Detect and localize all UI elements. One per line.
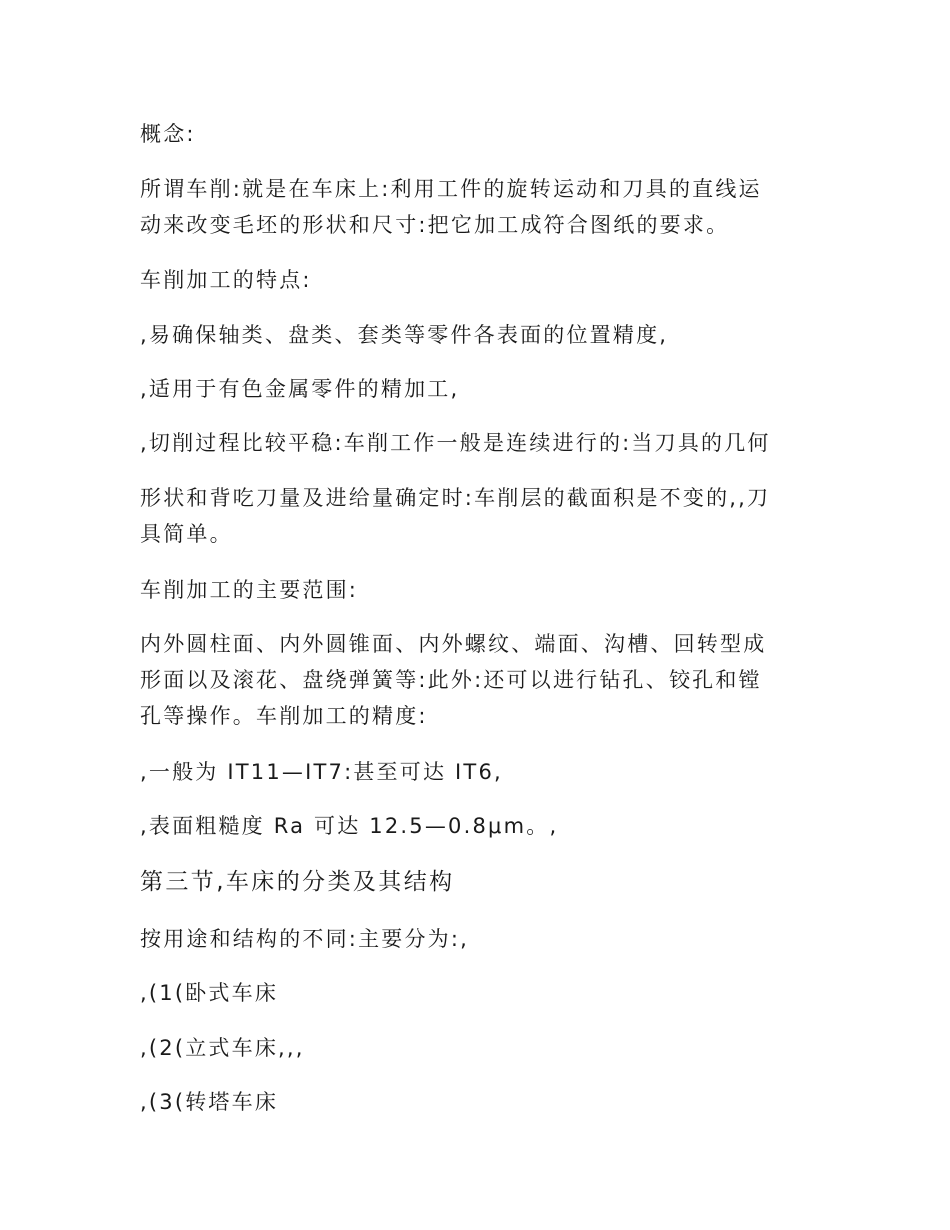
- feature-item: ,切削过程比较平稳:车削工作一般是连续进行的:当刀具的几何: [140, 431, 771, 455]
- feature-continuation-line-1: 形状和背吃刀量及进给量确定时:车削层的截面积是不变的,,刀: [140, 486, 771, 510]
- section-title: 第三节,车床的分类及其结构: [140, 869, 455, 895]
- scope-text: [140, 626, 820, 734]
- lathe-type-item: ,(1(卧式车床: [140, 981, 279, 1005]
- turning-definition-line-1: 所谓车削:就是在车床上:利用工件的旋转运动和刀具的直线运: [140, 177, 762, 201]
- feature-continuation-line-2: 具简单。: [140, 522, 233, 546]
- precision-item: ,一般为 IT11—IT7:甚至可达 IT6,: [140, 760, 503, 784]
- turning-definition: [140, 171, 820, 243]
- feature-continuation: [140, 480, 820, 552]
- turning-definition-line-2: 动来改变毛坯的形状和尺寸:把它加工成符合图纸的要求。: [140, 213, 730, 237]
- feature-item: ,易确保轴类、盘类、套类等零件各表面的位置精度,: [140, 323, 669, 347]
- scope-heading: 车削加工的主要范围:: [140, 578, 359, 602]
- concept-label: 概念:: [140, 122, 196, 146]
- feature-item: ,适用于有色金属零件的精加工,: [140, 377, 460, 401]
- scope-text-line-1: 内外圆柱面、内外圆锥面、内外螺纹、端面、沟槽、回转型成: [140, 632, 767, 656]
- features-heading: 车削加工的特点:: [140, 268, 312, 292]
- scope-text-line-3: 孔等操作。车削加工的精度:: [140, 704, 428, 728]
- scope-text-line-2: 形面以及滚花、盘绕弹簧等:此外:还可以进行钻孔、铰孔和镗: [140, 668, 762, 692]
- lathe-type-item: ,(2(立式车床,,,: [140, 1036, 305, 1060]
- classification-intro: 按用途和结构的不同:主要分为:,: [140, 927, 470, 951]
- precision-item: ,表面粗糙度 Ra 可达 12.5—0.8μm。,: [140, 814, 559, 838]
- lathe-type-item: ,(3(转塔车床: [140, 1090, 279, 1114]
